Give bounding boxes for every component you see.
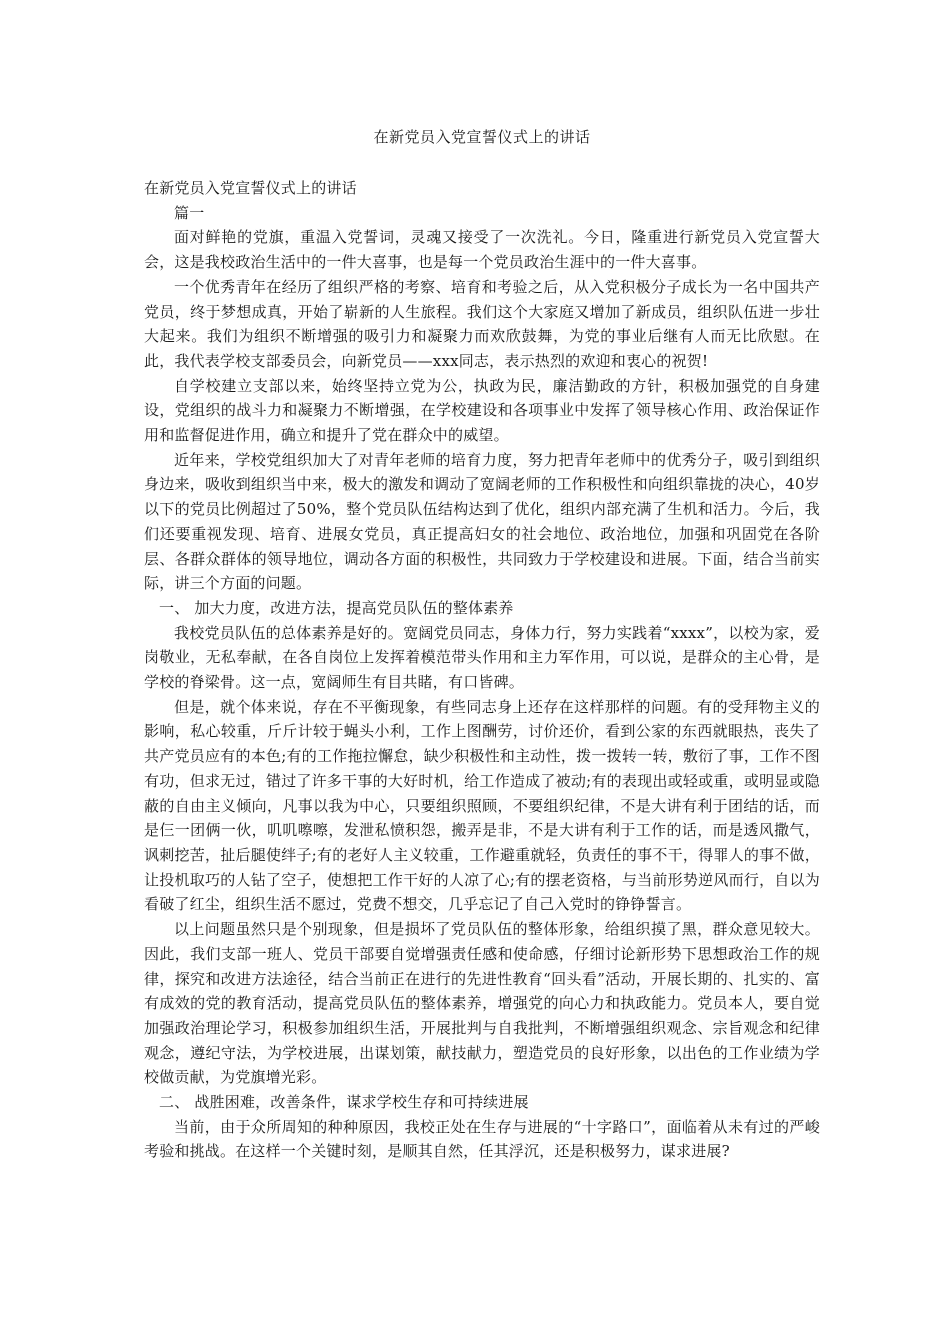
paragraph: 面对鲜艳的党旗，重温入党誓词，灵魂又接受了一次洗礼。今日，隆重进行新党员入党宣誓大会，这是我校政治生活中的一件大喜事，也是每一个党员政治生涯中的一件大喜事。 [144,228,820,272]
paragraph: 以上问题虽然只是个别现象，但是损坏了党员队伍的整体形象，给组织摸了黑，群众意见较大。因此，我们支部一班人、党员干部要自觉增强责任感和使命感，仔细讨论新形势下思想政治工作的规律，探究和改进方法途径，结合当前正在进行的先进性教育“回头看”活动，开展长期的、扎实的、富有成效的党的教育活动，提高党员队伍的整体素养，增强党的向心力和执政能力。党员本人，要自觉加强政治理论学习，积极参加组织生活，开展批判与自我批判，不断增强组织观念、宗旨观念和纪律观念，遵纪守法，为学校进展，出谋划策，献技献力，塑造党员的良好形象，以出色的工作业绩为学校做贡献，为党旗增光彩。 [144,920,820,1087]
paragraph: 近年来，学校党组织加大了对青年老师的培育力度，努力把青年老师中的优秀分子，吸引到组织身边来，吸收到组织当中来，极大的激发和调动了宽阔老师的工作积极性和向组织靠拢的决心，40岁以下的党员比例超过了50%，整个党员队伍结构达到了优化，组织内部充满了生机和活力。今后，我们还要重视发现、培育、进展女党员，真正提高妇女的社会地位、政治地位，加强和巩固党在各阶层、各群众群体的领导地位，调动各方面的积极性，共同致力于学校建设和进展。下面，结合当前实际，讲三个方面的问题。 [144,450,820,593]
document-title: 在新党员入党宣誓仪式上的讲话 [373,128,591,146]
part-label: 篇一 [174,203,205,222]
document-subtitle: 在新党员入党宣誓仪式上的讲话 [144,179,357,197]
section-heading-2: 二、 战胜困难，改善条件，谋求学校生存和可持续进展 [159,1093,529,1112]
document-body [144,176,820,1164]
paragraph: 我校党员队伍的总体素养是好的。宽阔党员同志，身体力行，努力实践着“xxxx”，以校为家，爱岗敬业，无私奉献，在各自岗位上发挥着模范带头作用和主力军作用，可以说，是群众的主心骨，是学校的脊梁骨。这一点，宽阔师生有目共睹，有口皆碑。 [144,623,820,692]
paragraph: 一个优秀青年在经历了组织严格的考察、培育和考验之后，从入党积极分子成长为一名中国共产党员，终于梦想成真，开始了崭新的人生旅程。我们这个大家庭又增加了新成员，组织队伍进一步壮大起来。我们为组织不断增强的吸引力和凝聚力而欢欣鼓舞，为党的事业后继有人而无比欣慰。在此，我代表学校支部委员会，向新党员——xxx同志，表示热烈的欢迎和衷心的祝贺! [144,277,820,370]
paragraph: 自学校建立支部以来，始终坚持立党为公，执政为民，廉洁勤政的方针，积极加强党的自身建设，党组织的战斗力和凝聚力不断增强，在学校建设和各项事业中发挥了领导核心作用、政治保证作用和监督促进作用，确立和提升了党在群众中的威望。 [144,376,820,445]
paragraph: 当前，由于众所周知的种种原因，我校正处在生存与进展的“十字路口”，面临着从未有过的严峻考验和挑战。在这样一个关键时刻，是顺其自然，任其浮沉，还是积极努力，谋求进展? [144,1117,820,1161]
section-heading-1: 一、 加大力度，改进方法，提高党员队伍的整体素养 [159,598,514,617]
paragraph: 但是，就个体来说，存在不平衡现象，有些同志身上还存在这样那样的问题。有的受拜物主义的影响，私心较重，斤斤计较于蝇头小利，工作上图酬劳，讨价还价，看到公家的东西就眼热，丧失了共产党员应有的本色;有的工作拖拉懈怠，缺少积极性和主动性，拨一拨转一转，敷衍了事，工作不图有功，但求无过，错过了许多干事的大好时机，给工作造成了被动;有的表现出或轻或重，或明显或隐蔽的自由主义倾向，凡事以我为中心，只要组织照顾，不要组织纪律，不是大讲有利于团结的话，而是仨一团俩一伙，叽叽嚓嚓，发泄私愤积怨，搬弄是非，不是大讲有利于工作的话，而是透风撒气，讽刺挖苦，扯后腿使绊子;有的老好人主义较重，工作避重就轻，负责任的事不干，得罪人的事不做，让投机取巧的人钻了空子，使想把工作干好的人凉了心;有的摆老资格，与当前形势逆风而行，自以为看破了红尘，组织生活不愿过，党费不想交，几乎忘记了自己入党时的铮铮誓言。 [144,697,820,914]
